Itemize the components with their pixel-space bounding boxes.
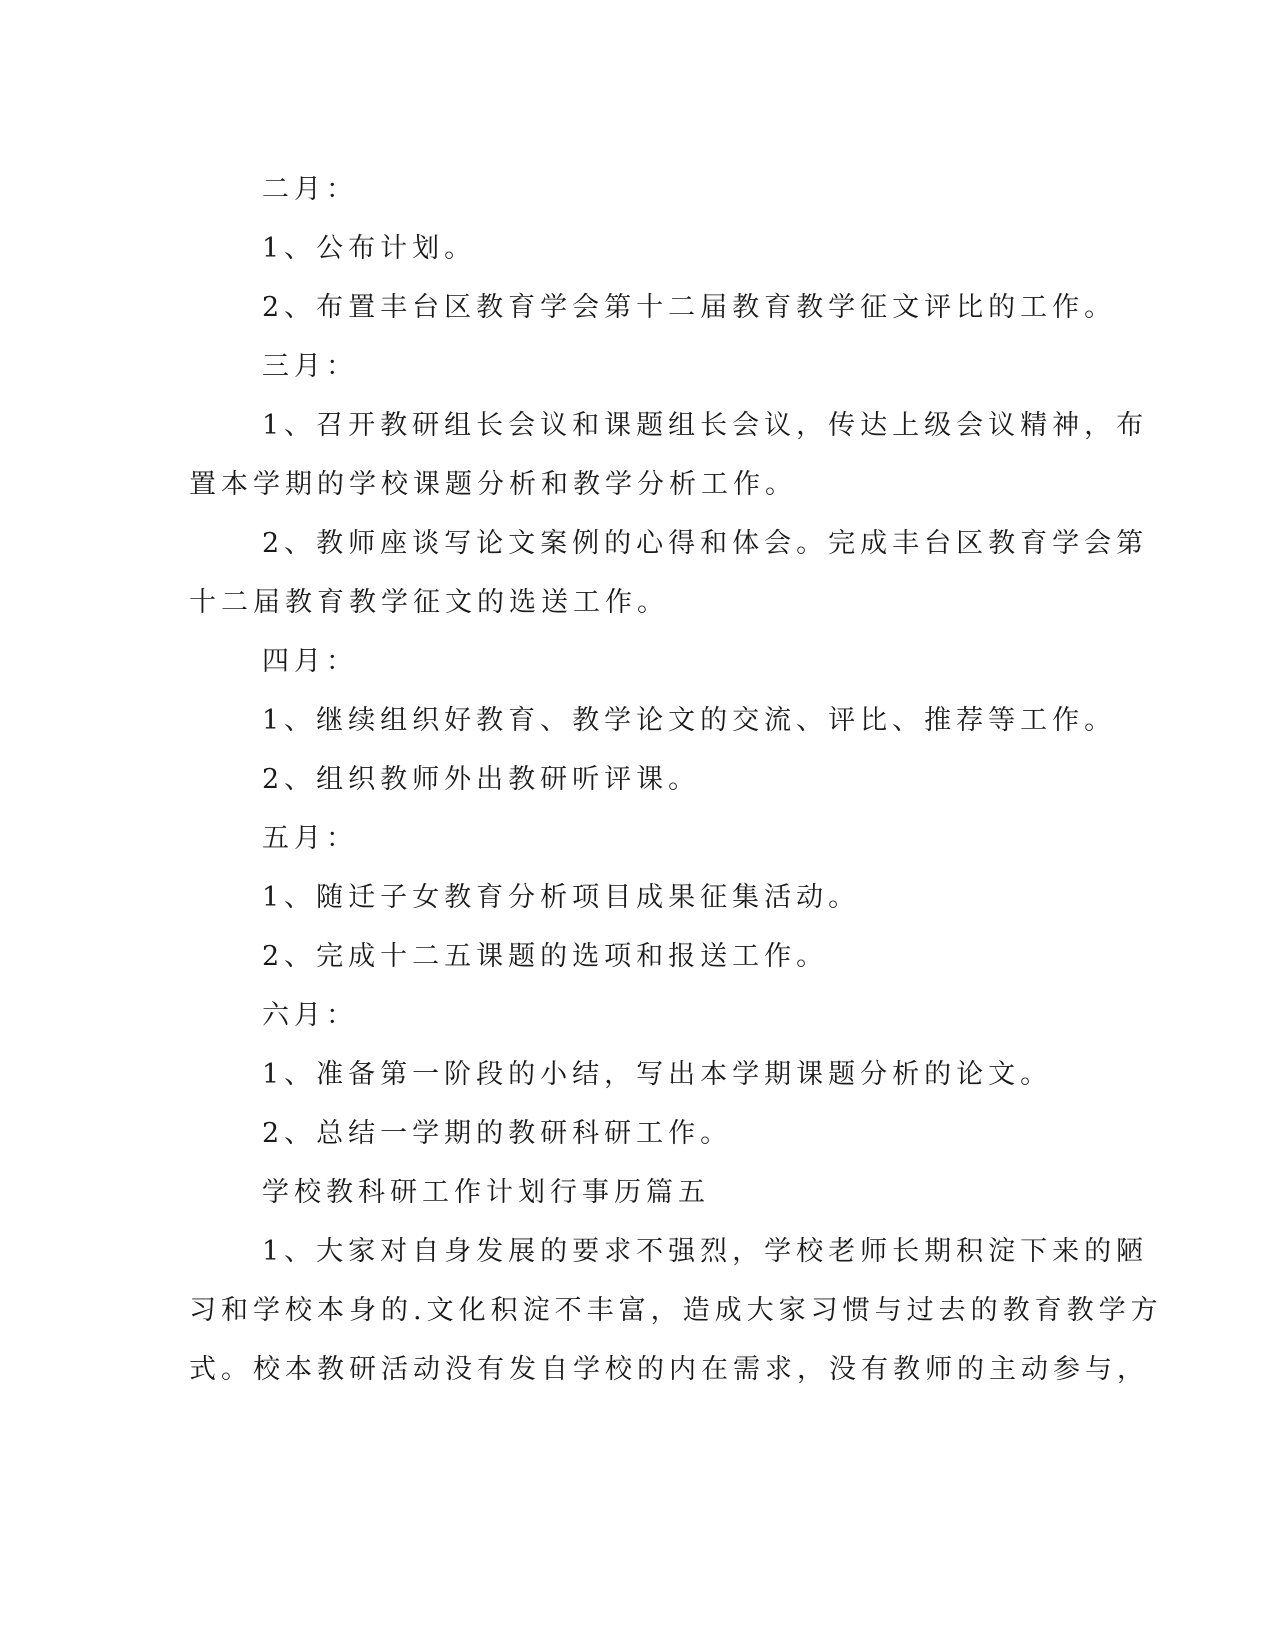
heading-june: 六月： — [262, 1000, 358, 1031]
paragraph-line: 2、组织教师外出教研听评课。 — [262, 764, 701, 795]
section-title: 学校教科研工作计划行事历篇五 — [262, 1177, 710, 1208]
heading-april: 四月： — [262, 646, 358, 677]
paragraph-line-continued: 习和学校本身的.文化积淀不丰富，造成大家习惯与过去的教育教学方 — [189, 1295, 1163, 1326]
heading-february: 二月： — [262, 174, 358, 205]
paragraph-line-continued: 十二届教育教学征文的选送工作。 — [189, 587, 669, 618]
paragraph-line: 2、完成十二五课题的选项和报送工作。 — [262, 941, 829, 972]
heading-march: 三月： — [262, 351, 358, 382]
paragraph-line-continued: 置本学期的学校课题分析和教学分析工作。 — [189, 469, 797, 500]
paragraph-line: 2、总结一学期的教研科研工作。 — [262, 1118, 733, 1149]
paragraph-line: 1、公布计划。 — [262, 233, 477, 264]
paragraph-line-continued: 式。校本教研活动没有发自学校的内在需求，没有教师的主动参与， — [189, 1354, 1149, 1385]
paragraph-line: 1、随迁子女教育分析项目成果征集活动。 — [262, 882, 861, 913]
paragraph-line: 1、准备第一阶段的小结，写出本学期课题分析的论文。 — [262, 1059, 1053, 1090]
paragraph-line: 1、继续组织好教育、教学论文的交流、评比、推荐等工作。 — [262, 705, 1117, 736]
heading-may: 五月： — [262, 823, 358, 854]
paragraph-line: 1、大家对自身发展的要求不强烈，学校老师长期积淀下来的陋 — [262, 1236, 1149, 1267]
paragraph-line: 1、召开教研组长会议和课题组长会议，传达上级会议精神，布 — [262, 410, 1149, 441]
paragraph-line: 2、教师座谈写论文案例的心得和体会。完成丰台区教育学会第 — [262, 528, 1149, 559]
paragraph-line: 2、布置丰台区教育学会第十二届教育教学征文评比的工作。 — [262, 292, 1117, 323]
